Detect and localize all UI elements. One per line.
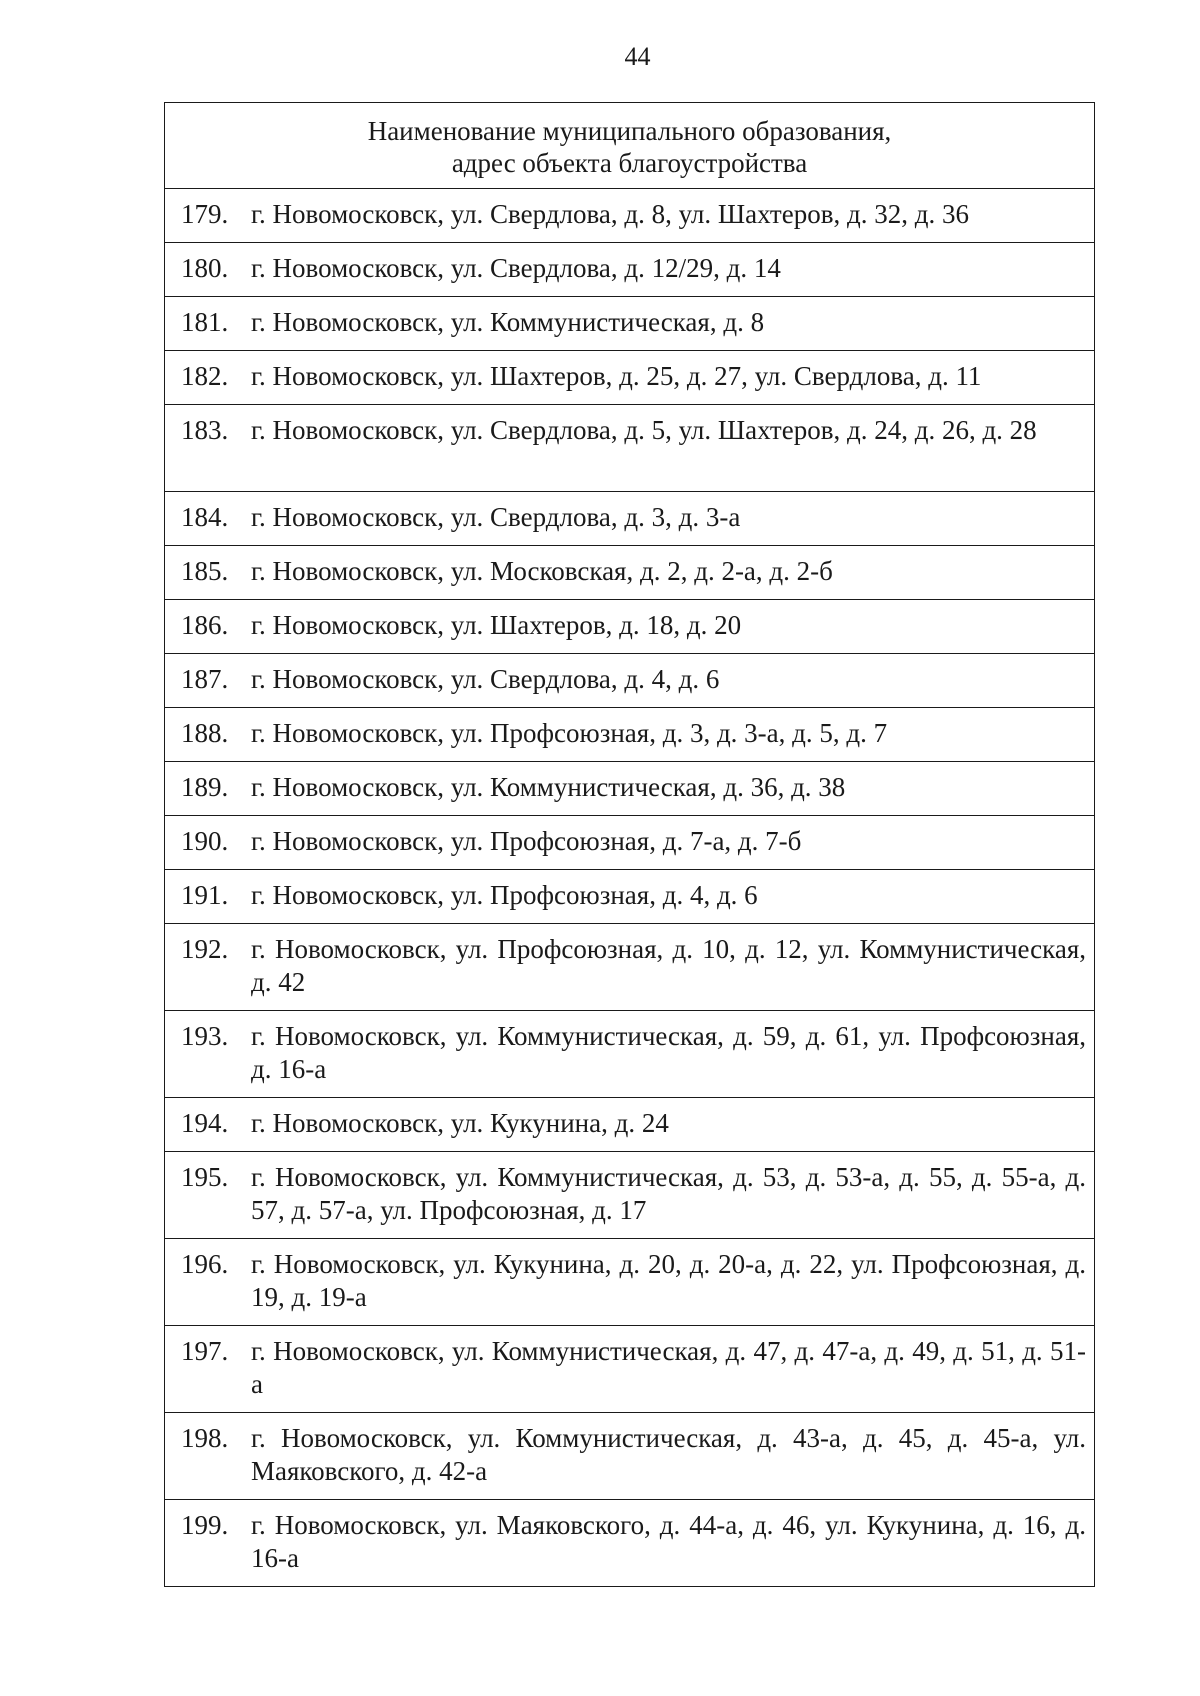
row-address: г. Новомосковск, ул. Кукунина, д. 24: [251, 1108, 669, 1138]
row-number: 196.: [181, 1249, 229, 1279]
row-content: [165, 492, 1094, 534]
row-number: 194.: [181, 1108, 229, 1138]
row-content: [165, 1500, 1094, 1575]
table-row: [165, 297, 1095, 351]
row-number: 187.: [181, 664, 229, 694]
table-cell: [165, 492, 1095, 546]
row-address: г. Новомосковск, ул. Коммунистическая, д. 47, д. 47-а, д. 49, д. 51, д. 51-а: [251, 1336, 1086, 1399]
row-content: [165, 243, 1094, 285]
table-cell: [165, 297, 1095, 351]
table-cell: [165, 654, 1095, 708]
page-number: 44: [624, 42, 651, 71]
row-number: 189.: [181, 772, 229, 802]
row-address: г. Новомосковск, ул. Шахтеров, д. 18, д. 20: [251, 610, 742, 640]
table-row: [165, 816, 1095, 870]
table-row: [165, 405, 1095, 492]
table-cell: [165, 600, 1095, 654]
table-row: [165, 243, 1095, 297]
row-number: 191.: [181, 880, 229, 910]
row-address: г. Новомосковск, ул. Свердлова, д. 4, д. 6: [251, 664, 720, 694]
row-content: [165, 816, 1094, 858]
row-address: г. Новомосковск, ул. Свердлова, д. 8, ул. Шахтеров, д. 32, д. 36: [251, 199, 969, 229]
table-row: [165, 924, 1095, 1011]
table-cell: [165, 351, 1095, 405]
table-row: [165, 1011, 1095, 1098]
header-line-1: Наименование муниципального образования,: [367, 116, 892, 146]
row-content: [165, 924, 1094, 999]
row-number: 186.: [181, 610, 229, 640]
row-address: г. Новомосковск, ул. Свердлова, д. 12/29, д. 14: [251, 253, 781, 283]
table-cell: [165, 1098, 1095, 1152]
table-cell: [165, 1500, 1095, 1587]
row-address: г. Новомосковск, ул. Коммунистическая, д. 36, д. 38: [251, 772, 846, 802]
table-cell: [165, 762, 1095, 816]
table-row: [165, 708, 1095, 762]
table-cell: [165, 924, 1095, 1011]
table-cell: [165, 405, 1095, 492]
row-address: г. Новомосковск, ул. Профсоюзная, д. 3, д. 3-а, д. 5, д. 7: [251, 718, 888, 748]
row-address: г. Новомосковск, ул. Коммунистическая, д. 59, д. 61, ул. Профсоюзная, д. 16-а: [251, 1021, 1086, 1084]
row-address: г. Новомосковск, ул. Кукунина, д. 20, д. 20-а, д. 22, ул. Профсоюзная, д. 19, д. 19-а: [251, 1249, 1086, 1312]
row-address: г. Новомосковск, ул. Коммунистическая, д. 43-а, д. 45, д. 45-а, ул. Маяковского, д. 42-а: [251, 1423, 1086, 1486]
table-row: [165, 600, 1095, 654]
table-row: [165, 351, 1095, 405]
table-header-row: [165, 103, 1095, 189]
row-content: [165, 1152, 1094, 1227]
table-cell: [165, 1413, 1095, 1500]
table-cell: [165, 816, 1095, 870]
row-number: 193.: [181, 1021, 229, 1051]
row-content: [165, 546, 1094, 588]
row-number: 190.: [181, 826, 229, 856]
table-row: [165, 492, 1095, 546]
table-header-cell: [165, 103, 1095, 189]
table-cell: [165, 1011, 1095, 1098]
row-content: [165, 189, 1094, 231]
table-row: [165, 1500, 1095, 1587]
row-content: [165, 1326, 1094, 1401]
table-row: [165, 189, 1095, 243]
table-cell: [165, 243, 1095, 297]
row-content: [165, 600, 1094, 642]
row-content: [165, 351, 1094, 393]
row-content: [165, 762, 1094, 804]
row-number: 181.: [181, 307, 229, 337]
header-line-2: адрес объекта благоустройства: [451, 148, 808, 178]
row-number: 183.: [181, 415, 229, 445]
table-row: [165, 1098, 1095, 1152]
row-address: г. Новомосковск, ул. Свердлова, д. 5, ул. Шахтеров, д. 24, д. 26, д. 28: [251, 415, 1037, 445]
row-number: 180.: [181, 253, 229, 283]
table-row: [165, 762, 1095, 816]
row-address: г. Новомосковск, ул. Шахтеров, д. 25, д. 27, ул. Свердлова, д. 11: [251, 361, 982, 391]
row-number: 192.: [181, 934, 229, 964]
row-content: [165, 297, 1094, 339]
table-cell: [165, 870, 1095, 924]
table-row: [165, 546, 1095, 600]
table-row: [165, 1413, 1095, 1500]
table-row: [165, 1239, 1095, 1326]
table-cell: [165, 189, 1095, 243]
row-address: г. Новомосковск, ул. Профсоюзная, д. 7-а, д. 7-б: [251, 826, 802, 856]
row-number: 197.: [181, 1336, 229, 1366]
table-cell: [165, 708, 1095, 762]
table-row: [165, 654, 1095, 708]
row-number: 195.: [181, 1162, 229, 1192]
row-content: [165, 870, 1094, 912]
table-row: [165, 1152, 1095, 1239]
row-content: [165, 1098, 1094, 1140]
table-row: [165, 870, 1095, 924]
table-cell: [165, 1239, 1095, 1326]
table-cell: [165, 1152, 1095, 1239]
row-address: г. Новомосковск, ул. Коммунистическая, д. 8: [251, 307, 765, 337]
table-body: [165, 189, 1095, 1587]
row-number: 182.: [181, 361, 229, 391]
table-cell: [165, 1326, 1095, 1413]
row-number: 185.: [181, 556, 229, 586]
table-cell: [165, 546, 1095, 600]
row-number: 179.: [181, 199, 229, 229]
row-content: [165, 1413, 1094, 1488]
row-number: 184.: [181, 502, 229, 532]
table-row: [165, 1326, 1095, 1413]
row-content: [165, 405, 1094, 447]
row-content: [165, 1239, 1094, 1314]
row-number: 199.: [181, 1510, 229, 1540]
row-number: 188.: [181, 718, 229, 748]
row-address: г. Новомосковск, ул. Профсоюзная, д. 4, д. 6: [251, 880, 758, 910]
row-address: г. Новомосковск, ул. Свердлова, д. 3, д. 3-а: [251, 502, 741, 532]
row-content: [165, 708, 1094, 750]
row-address: г. Новомосковск, ул. Профсоюзная, д. 10, д. 12, ул. Коммунистическая, д. 42: [251, 934, 1086, 997]
row-content: [165, 1011, 1094, 1086]
row-content: [165, 654, 1094, 696]
row-address: г. Новомосковск, ул. Маяковского, д. 44-а, д. 46, ул. Кукунина, д. 16, д. 16-а: [251, 1510, 1086, 1573]
row-number: 198.: [181, 1423, 229, 1453]
row-address: г. Новомосковск, ул. Московская, д. 2, д. 2-а, д. 2-б: [251, 556, 833, 586]
addresses-table: [164, 102, 1095, 1587]
row-address: г. Новомосковск, ул. Коммунистическая, д. 53, д. 53-а, д. 55, д. 55-а, д. 57, д. 57-а, ул. Профсоюзная, д. 17: [251, 1162, 1086, 1225]
